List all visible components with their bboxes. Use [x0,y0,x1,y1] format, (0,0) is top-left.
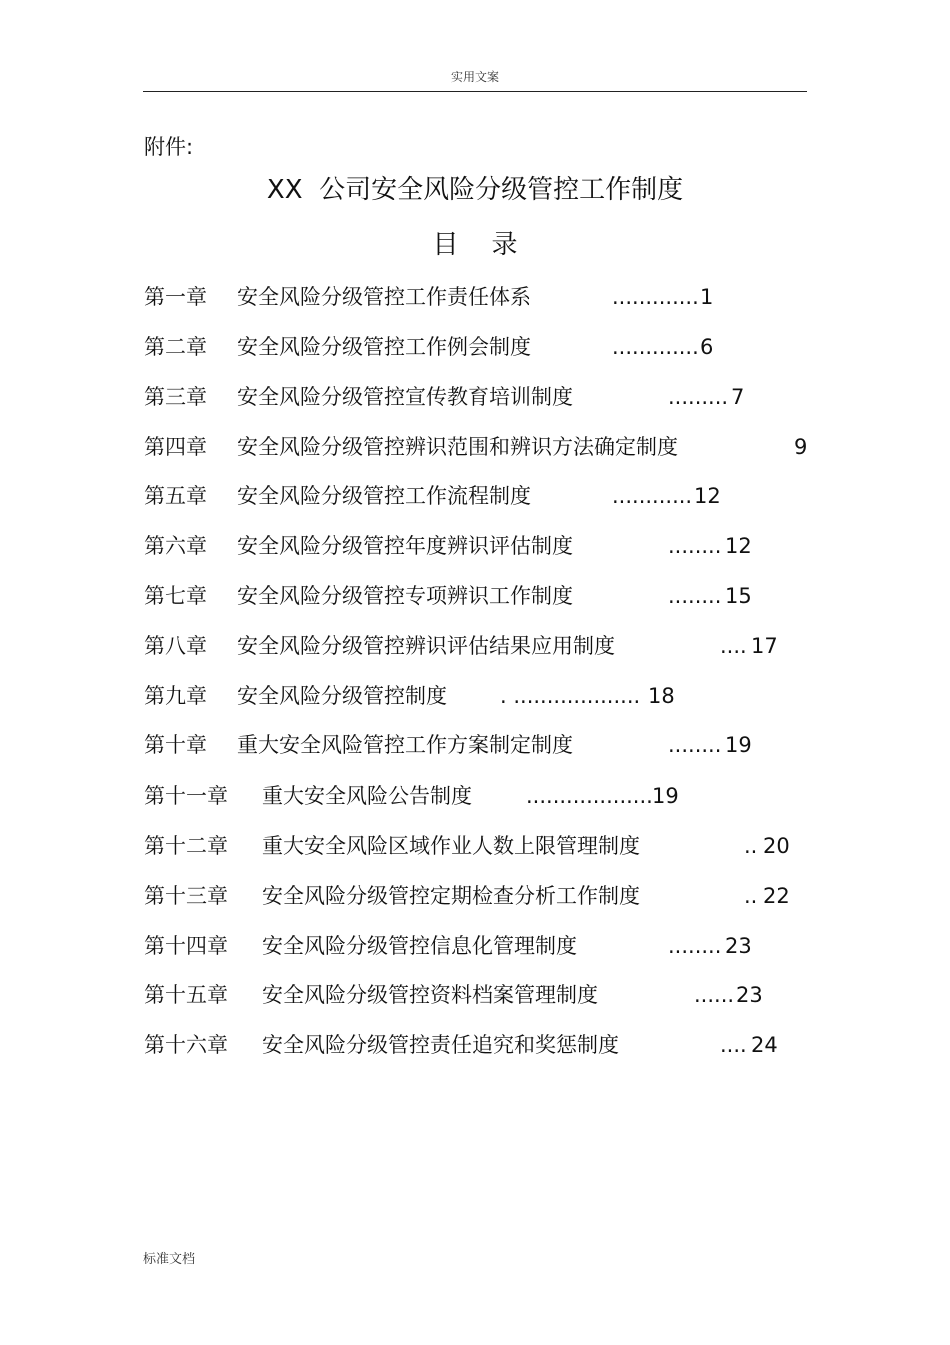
toc-chapter-title: 安全风险分级管控宣传教育培训制度 [237,385,573,409]
toc-chapter-title: 安全风险分级管控辨识范围和辨识方法确定制度 [237,435,678,459]
toc-page-number: 18 [648,684,675,708]
toc-dot-leader: ......... [668,385,729,409]
toc-chapter-title: 安全风险分级管控专项辨识工作制度 [237,584,573,608]
toc-chapter-label: 第十一章 [144,784,228,808]
toc-entry [144,929,814,963]
toc-page-number: 23 [725,934,752,958]
toc-page-number: 12 [694,484,721,508]
toc-chapter-label: 第十六章 [144,1033,228,1057]
toc-page-number: 23 [736,983,763,1007]
toc-dot-leader: ........ [668,534,722,558]
toc-chapter-title: 安全风险分级管控责任追究和奖惩制度 [262,1033,619,1057]
toc-dot-leader: .... [720,1033,747,1057]
toc-chapter-label: 第二章 [144,335,207,359]
toc-dot-leader: ................... [526,784,653,808]
toc-chapter-title: 重大安全风险公告制度 [262,784,472,808]
toc-dot-leader: . ................... [500,684,641,708]
toc-entry [144,728,814,762]
toc-page-number: 15 [725,584,752,608]
toc-entry [144,679,814,713]
page-footer: 标准文档 [143,1252,196,1267]
toc-entry [144,779,814,813]
toc-entry [144,330,814,364]
toc-chapter-title: 重大安全风险区域作业人数上限管理制度 [262,834,640,858]
toc-chapter-title: 安全风险分级管控定期检查分析工作制度 [262,884,640,908]
toc-dot-leader: .... [720,634,747,658]
toc-chapter-label: 第十三章 [144,884,228,908]
toc-entry [144,430,814,464]
toc-page-number: 24 [751,1033,778,1057]
toc-dot-leader: ........ [668,733,722,757]
toc-dot-leader: .. [744,834,758,858]
page-header: 实用文案 [450,70,499,84]
toc-dot-leader: ............. [612,335,699,359]
toc-chapter-label: 第一章 [144,285,207,309]
toc-chapter-title: 安全风险分级管控信息化管理制度 [262,934,577,958]
toc-chapter-title: 安全风险分级管控资料档案管理制度 [262,983,598,1007]
toc-chapter-title: 安全风险分级管控辨识评估结果应用制度 [237,634,615,658]
toc-page-number: 12 [725,534,752,558]
toc-page-number: 19 [725,733,752,757]
toc-chapter-title: 安全风险分级管控工作流程制度 [237,484,531,508]
toc-entry [144,978,814,1012]
toc-entry [144,280,814,314]
toc-chapter-title: 安全风险分级管控制度 [237,684,447,708]
header-divider [143,91,807,92]
toc-page-number: 7 [731,385,745,409]
toc-entry [144,529,814,563]
toc-page-number: 6 [700,335,714,359]
toc-chapter-title: 安全风险分级管控工作责任体系 [237,285,531,309]
toc-dot-leader: .. [744,884,758,908]
toc-chapter-label: 第八章 [144,634,207,658]
toc-chapter-label: 第十章 [144,733,207,757]
toc-dot-leader: ............ [612,484,693,508]
toc-dot-leader: ...... [694,983,735,1007]
toc-page-number: 19 [652,784,679,808]
toc-page-number: 22 [763,884,790,908]
toc-dot-leader: ............. [612,285,699,309]
toc-entry [144,579,814,613]
toc-chapter-title: 安全风险分级管控年度辨识评估制度 [237,534,573,558]
toc-entry [144,380,814,414]
toc-chapter-label: 第三章 [144,385,207,409]
toc-chapter-label: 第九章 [144,684,207,708]
document-title: XX 公司安全风险分级管控工作制度 [266,175,684,205]
toc-entry [144,479,814,513]
toc-chapter-label: 第五章 [144,484,207,508]
toc-chapter-label: 第十四章 [144,934,228,958]
attachment-label: 附件: [144,135,194,159]
toc-entry [144,1028,814,1062]
toc-dot-leader: ........ [668,934,722,958]
toc-heading: 目 录 [432,230,518,260]
toc-chapter-title: 重大安全风险管控工作方案制定制度 [237,733,573,757]
toc-chapter-label: 第六章 [144,534,207,558]
toc-page-number: 20 [763,834,790,858]
toc-chapter-label: 第四章 [144,435,207,459]
toc-chapter-label: 第七章 [144,584,207,608]
toc-chapter-title: 安全风险分级管控工作例会制度 [237,335,531,359]
table-of-contents [144,280,814,1080]
toc-entry [144,879,814,913]
toc-entry [144,629,814,663]
toc-page-number: 1 [700,285,714,309]
toc-chapter-label: 第十二章 [144,834,228,858]
toc-page-number: 17 [751,634,778,658]
toc-entry [144,829,814,863]
toc-chapter-label: 第十五章 [144,983,228,1007]
toc-page-number: 9 [794,435,808,459]
toc-dot-leader: ........ [668,584,722,608]
